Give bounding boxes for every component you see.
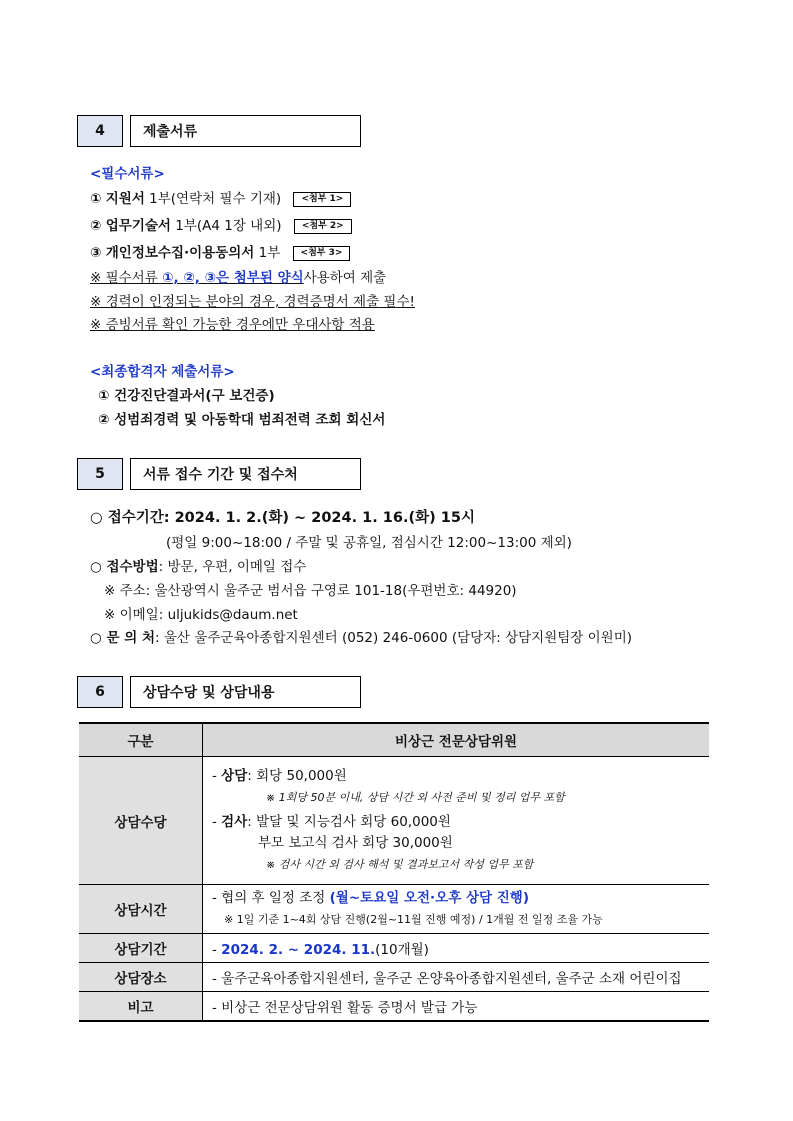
contact-label: ○ 문 의 처 [90,630,156,646]
method-value: : 방문, 우편, 이메일 접수 [158,559,307,575]
attachment-3-badge: <첨부 3> [293,246,351,261]
note-1-prefix: ※ 필수서류 [90,270,163,286]
email-line: ※ 이메일: uljukids@daum.net [104,607,298,623]
time-line-highlight: (월~토요일 오전·오후 상담 진행) [329,890,529,906]
time-label: 상담시간 [79,885,203,934]
fee-line-2-bold: 검사 [221,814,248,830]
final-item-2: ② 성범죄경력 및 아동학대 범죄전력 조회 회신서 [98,412,386,428]
fee-line-2-rest: : 발달 및 지능검사 회당 60,000원 [247,814,451,830]
period-row-dates: 2024. 2. ~ 2024. 11. [221,942,376,958]
section-6-number: 6 [77,676,123,708]
header-counselor: 비상근 전문상담위원 [203,723,710,757]
period-label: ○ 접수기간 [90,510,164,526]
contact-value: : 울산 울주군육아종합지원센터 (052) 246-0600 (담당자: 상담지원팀장 이원미) [155,630,633,646]
table-row-fee [79,757,709,885]
period-row-dash: - [212,942,222,958]
fee-label: 상담수당 [79,757,203,885]
item-1-name: 지원서 [105,191,145,207]
period-row-duration: (10개월) [375,942,429,958]
note-preference: ※ 증빙서류 확인 가능한 경우에만 우대사항 적용 [90,317,375,333]
method-label: ○ 접수방법 [90,559,159,575]
required-item-2 [90,214,352,234]
attachment-2-badge: <첨부 2> [294,219,352,234]
period-row-content [203,934,710,963]
fee-content [203,757,710,885]
time-content [203,885,710,934]
time-note: ※ 1일 기준 1~4회 상담 진행(2월~11월 진행 예정) / 1개월 전 일정 조율 가능 [224,913,603,926]
table-row-place [79,963,709,992]
item-2-name: 업무기술서 [105,218,171,234]
item-1-mark: ① [90,191,102,207]
attachment-1-badge: <첨부 1> [293,192,351,207]
fee-line-1-rest: : 회당 50,000원 [247,768,347,784]
item-1-detail: 1부(연락처 필수 기재) [144,191,282,207]
final-docs-header: <최종합격자 제출서류> [90,364,235,380]
fee-line-counseling [212,766,709,787]
section-4-title: 제출서류 [130,115,361,147]
note-career-certificate: ※ 경력이 인정되는 분야의 경우, 경력증명서 제출 필수! [90,294,415,310]
place-label: 상담장소 [79,963,203,992]
place-value: - 울주군육아종합지원센터, 울주군 온양육아종합지원센터, 울주군 소재 어린이집 [203,963,710,992]
section-6-title: 상담수당 및 상담내용 [130,676,361,708]
fee-line-test [212,812,709,833]
header-category: 구분 [79,723,203,757]
address-line: ※ 주소: 울산광역시 울주군 범서읍 구영로 101-18(우편번호: 44920) [104,583,517,599]
time-line [212,888,709,909]
remark-value: - 비상근 전문상담위원 활동 증명서 발급 가능 [203,992,710,1022]
note-attached-forms [90,266,386,286]
item-3-name: 개인정보수집·이용동의서 [105,245,255,261]
time-line-text: - 협의 후 일정 조정 [212,890,330,906]
fee-line-parent-test: 부모 보고식 검사 회당 30,000원 [258,835,453,851]
table-row-time [79,885,709,934]
fee-line-2-dash: - [212,814,222,830]
final-item-1: ① 건강진단결과서(구 보건증) [98,388,275,404]
reception-method [90,555,306,575]
required-docs-header: <필수서류> [90,166,165,182]
period-row-label: 상담기간 [79,934,203,963]
table-header-row [79,723,709,757]
table-row-remark [79,992,709,1022]
item-3-detail: 1부 [254,245,281,261]
note-1-suffix: 사용하여 제출 [303,270,387,286]
remark-label: 비고 [79,992,203,1022]
required-item-3 [90,241,350,261]
fee-note-2: ※ 검사 시간 외 검사 해석 및 결과보고서 작성 업무 포함 [266,858,534,871]
section-5-number: 5 [77,458,123,490]
section-5-title: 서류 접수 기간 및 접수처 [130,458,361,490]
fee-note-1: ※ 1회당 50분 이내, 상담 시간 외 사전 준비 및 정리 업무 포함 [266,791,565,804]
item-3-mark: ③ [90,245,102,261]
item-2-detail: 1부(A4 1장 내외) [170,218,282,234]
item-2-mark: ② [90,218,102,234]
reception-period [90,506,475,527]
required-item-1 [90,187,351,207]
fee-line-1-bold: 상담 [221,768,248,784]
note-1-highlight: ①, ②, ③은 첨부된 양식 [162,270,304,286]
contact-line [90,626,632,646]
counseling-table [79,722,709,1022]
period-value: : 2024. 1. 2.(화) ~ 2024. 1. 16.(화) 15시 [163,510,475,526]
fee-line-1-dash: - [212,768,222,784]
table-row-period [79,934,709,963]
period-note: (평일 9:00~18:00 / 주말 및 공휴일, 점심시간 12:00~13:00 제외) [166,535,572,551]
section-4-number: 4 [77,115,123,147]
